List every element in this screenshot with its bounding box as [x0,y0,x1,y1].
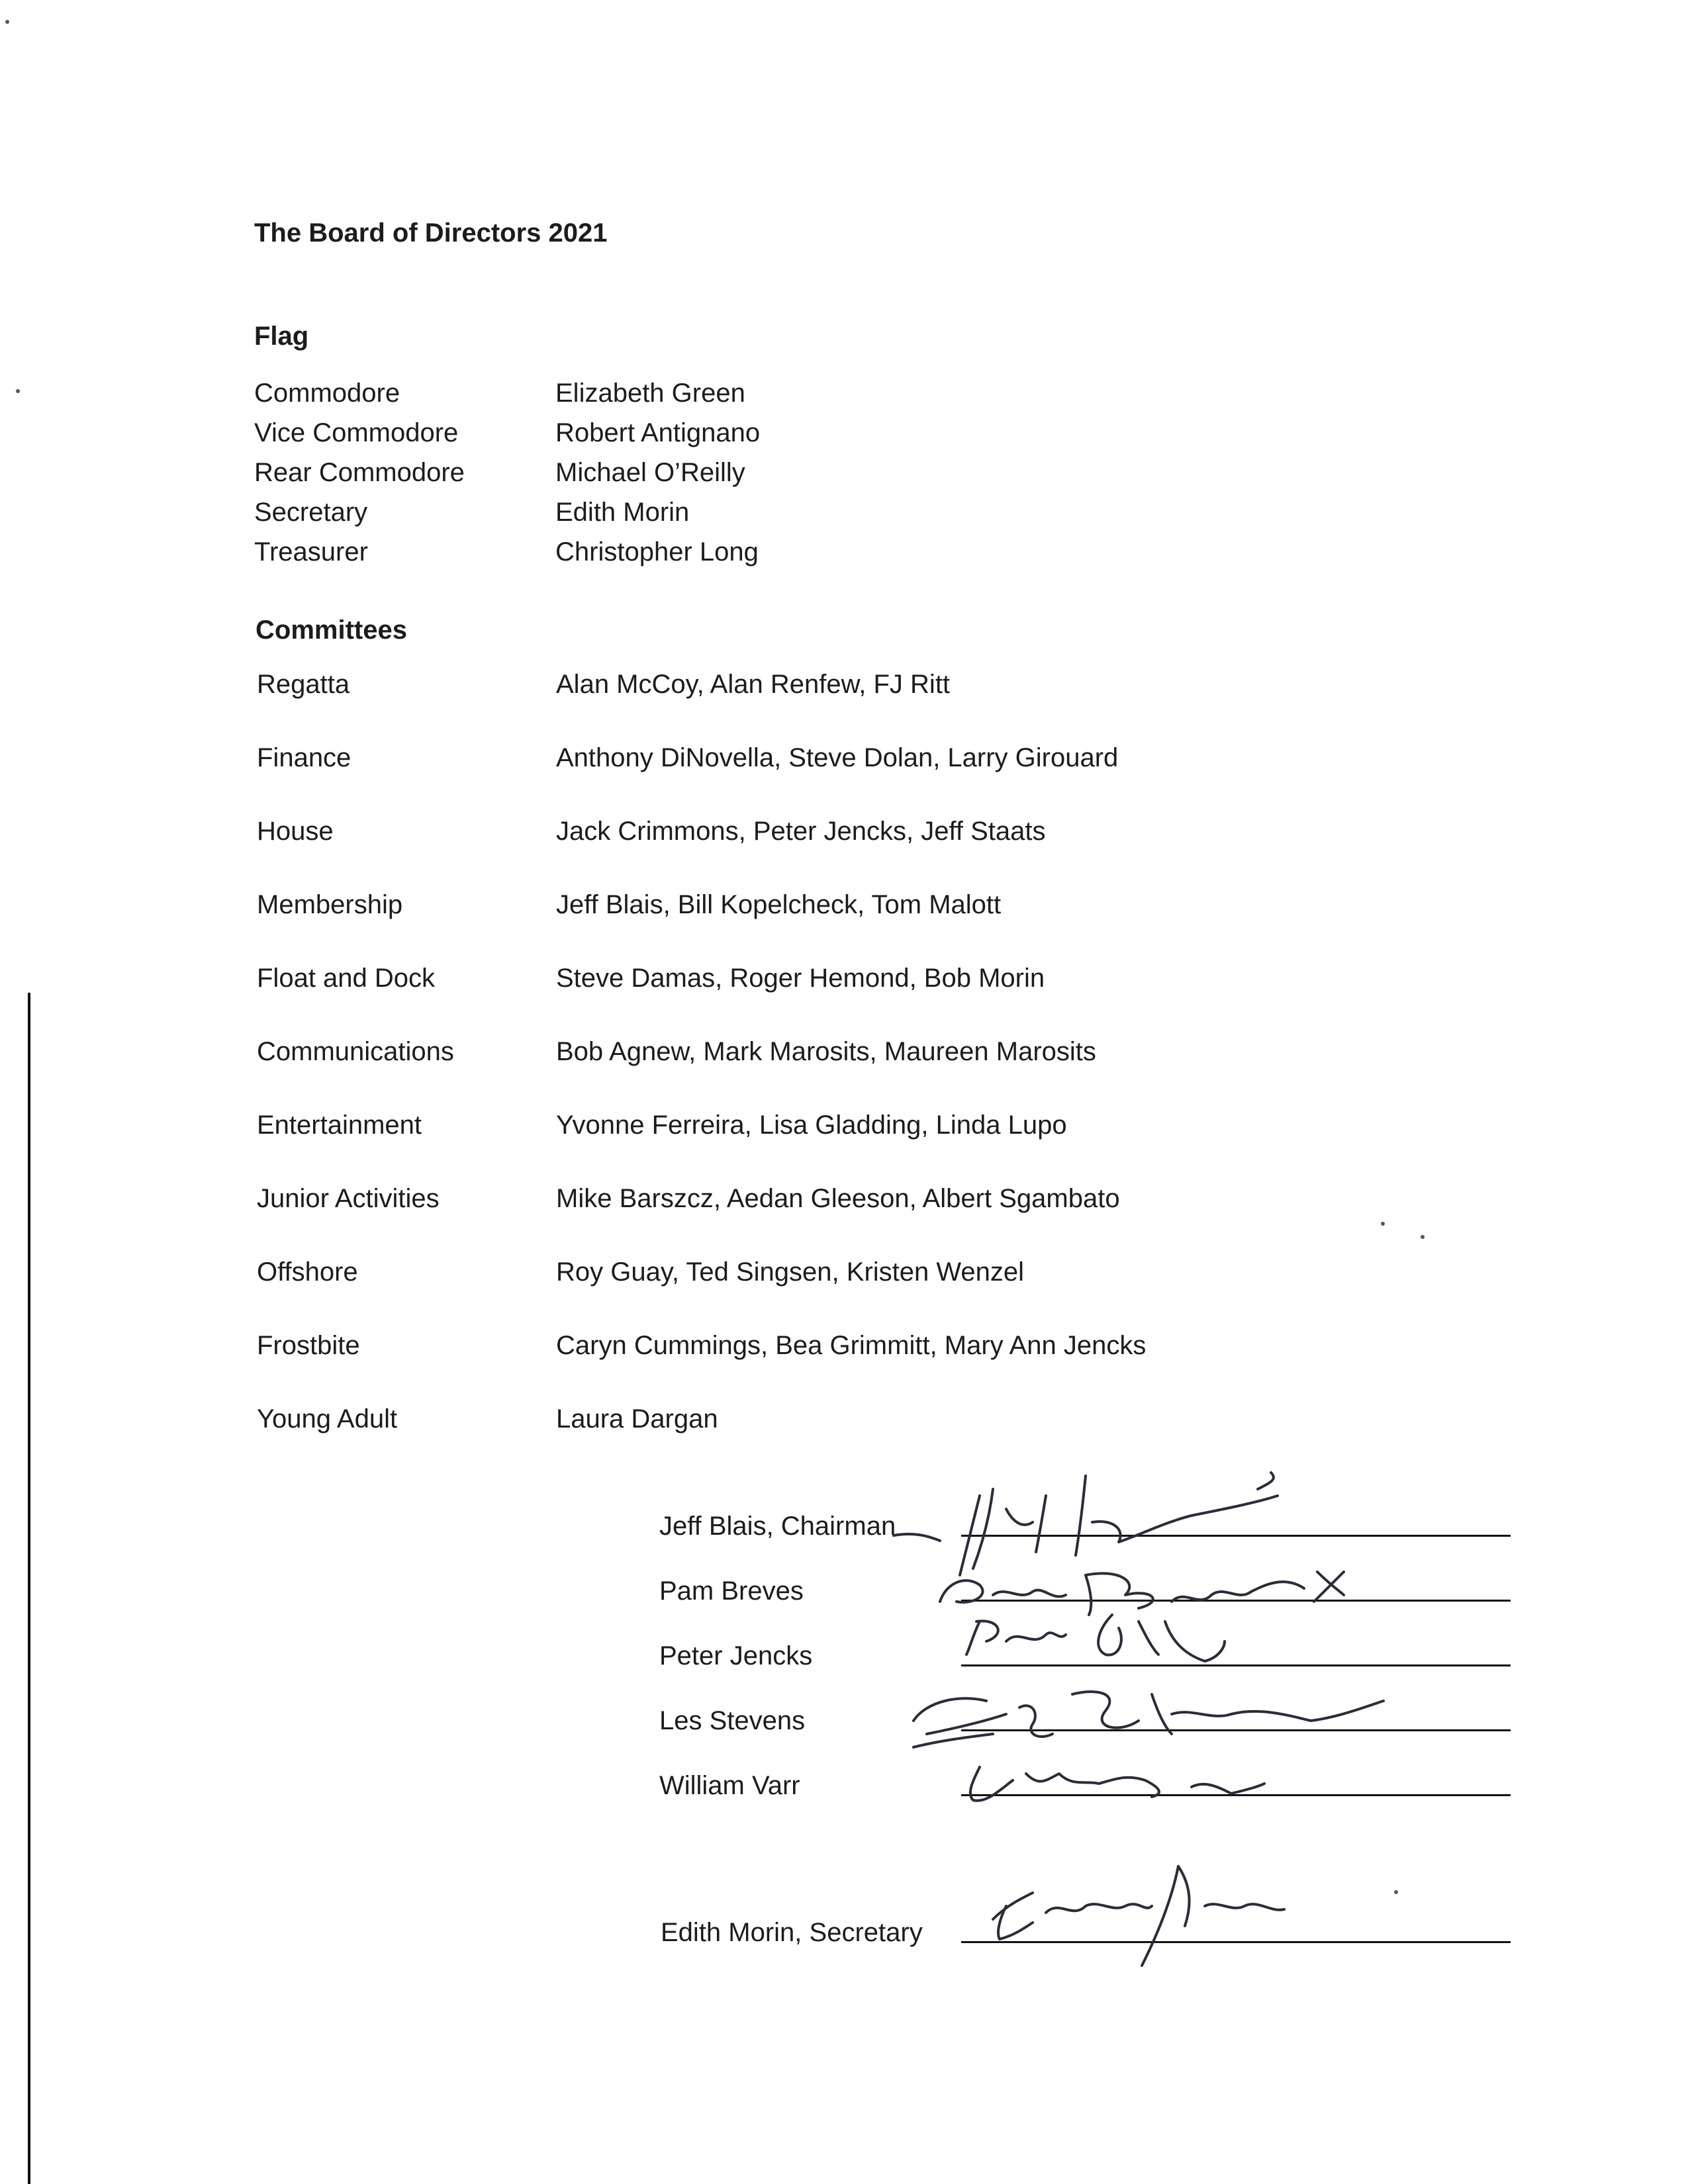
officer-name: Christopher Long [555,537,759,567]
signature-line [961,1664,1511,1666]
committee-name: Entertainment [257,1111,422,1140]
officer-name: Edith Morin [555,498,690,527]
scan-speck [16,389,20,393]
committee-name: Junior Activities [257,1184,440,1213]
committee-members: Caryn Cummings, Bea Grimmitt, Mary Ann Jencks [556,1331,1147,1360]
committee-members: Jeff Blais, Bill Kopelcheck, Tom Malott [556,890,1002,919]
signature-edith-morin [993,1866,1284,1966]
committee-name: Float and Dock [257,964,436,993]
secretary-label: Edith Morin, Secretary [661,1918,923,1947]
officer-name: Elizabeth Green [555,379,745,408]
officer-role: Commodore [254,379,400,408]
scan-speck [1421,1235,1425,1239]
signature-line [961,1535,1511,1537]
page-title: The Board of Directors 2021 [254,218,608,248]
committee-members: Anthony DiNovella, Steve Dolan, Larry Girouard [556,743,1119,772]
committees-heading: Committees [256,615,407,645]
signature-peter-jencks [966,1615,1225,1661]
signature-pam-breves [940,1572,1344,1615]
signature-line [961,1941,1511,1943]
committee-members: Steve Damas, Roger Hemond, Bob Morin [556,964,1045,993]
officer-name: Robert Antignano [555,418,761,447]
signature-line [961,1794,1511,1796]
committee-members: Bob Agnew, Mark Marosits, Maureen Marosits [556,1037,1096,1066]
officer-name: Michael O’Reilly [555,458,745,487]
committee-name: Offshore [257,1257,358,1287]
committee-name: Frostbite [257,1331,360,1360]
committee-members: Mike Barszcz, Aedan Gleeson, Albert Sgambato [556,1184,1120,1213]
committee-members: Alan McCoy, Alan Renfew, FJ Ritt [556,670,951,699]
signature-les-stevens [914,1692,1383,1747]
committee-name: Finance [257,743,352,772]
signatory-label: Jeff Blais, Chairman [659,1512,896,1541]
signatory-label: Les Stevens [659,1706,806,1735]
officer-role: Treasurer [254,537,368,567]
signatory-label: Pam Breves [659,1576,804,1606]
committee-members: Laura Dargan [556,1404,718,1433]
committee-members: Roy Guay, Ted Singsen, Kristen Wenzel [556,1257,1025,1287]
committee-members: Jack Crimmons, Peter Jencks, Jeff Staats [556,817,1046,846]
scan-edge-rule [28,993,30,2184]
officer-role: Rear Commodore [254,458,465,487]
officer-role: Secretary [254,498,368,527]
scan-speck [1394,1890,1398,1894]
signature-line [961,1729,1511,1731]
signature-jeff-blais [894,1473,1278,1575]
committee-name: Communications [257,1037,454,1066]
scan-speck [5,20,9,24]
scan-speck [1381,1222,1385,1226]
committee-name: Regatta [257,670,350,699]
signatory-label: William Varr [659,1771,800,1800]
officer-role: Vice Commodore [254,418,459,447]
committee-name: Young Adult [257,1404,398,1433]
flag-heading: Flag [254,322,309,351]
committee-name: House [257,817,334,846]
committee-members: Yvonne Ferreira, Lisa Gladding, Linda Lupo [556,1111,1067,1140]
committee-name: Membership [257,890,403,919]
signatory-label: Peter Jencks [659,1641,813,1670]
signature-line [961,1600,1511,1602]
